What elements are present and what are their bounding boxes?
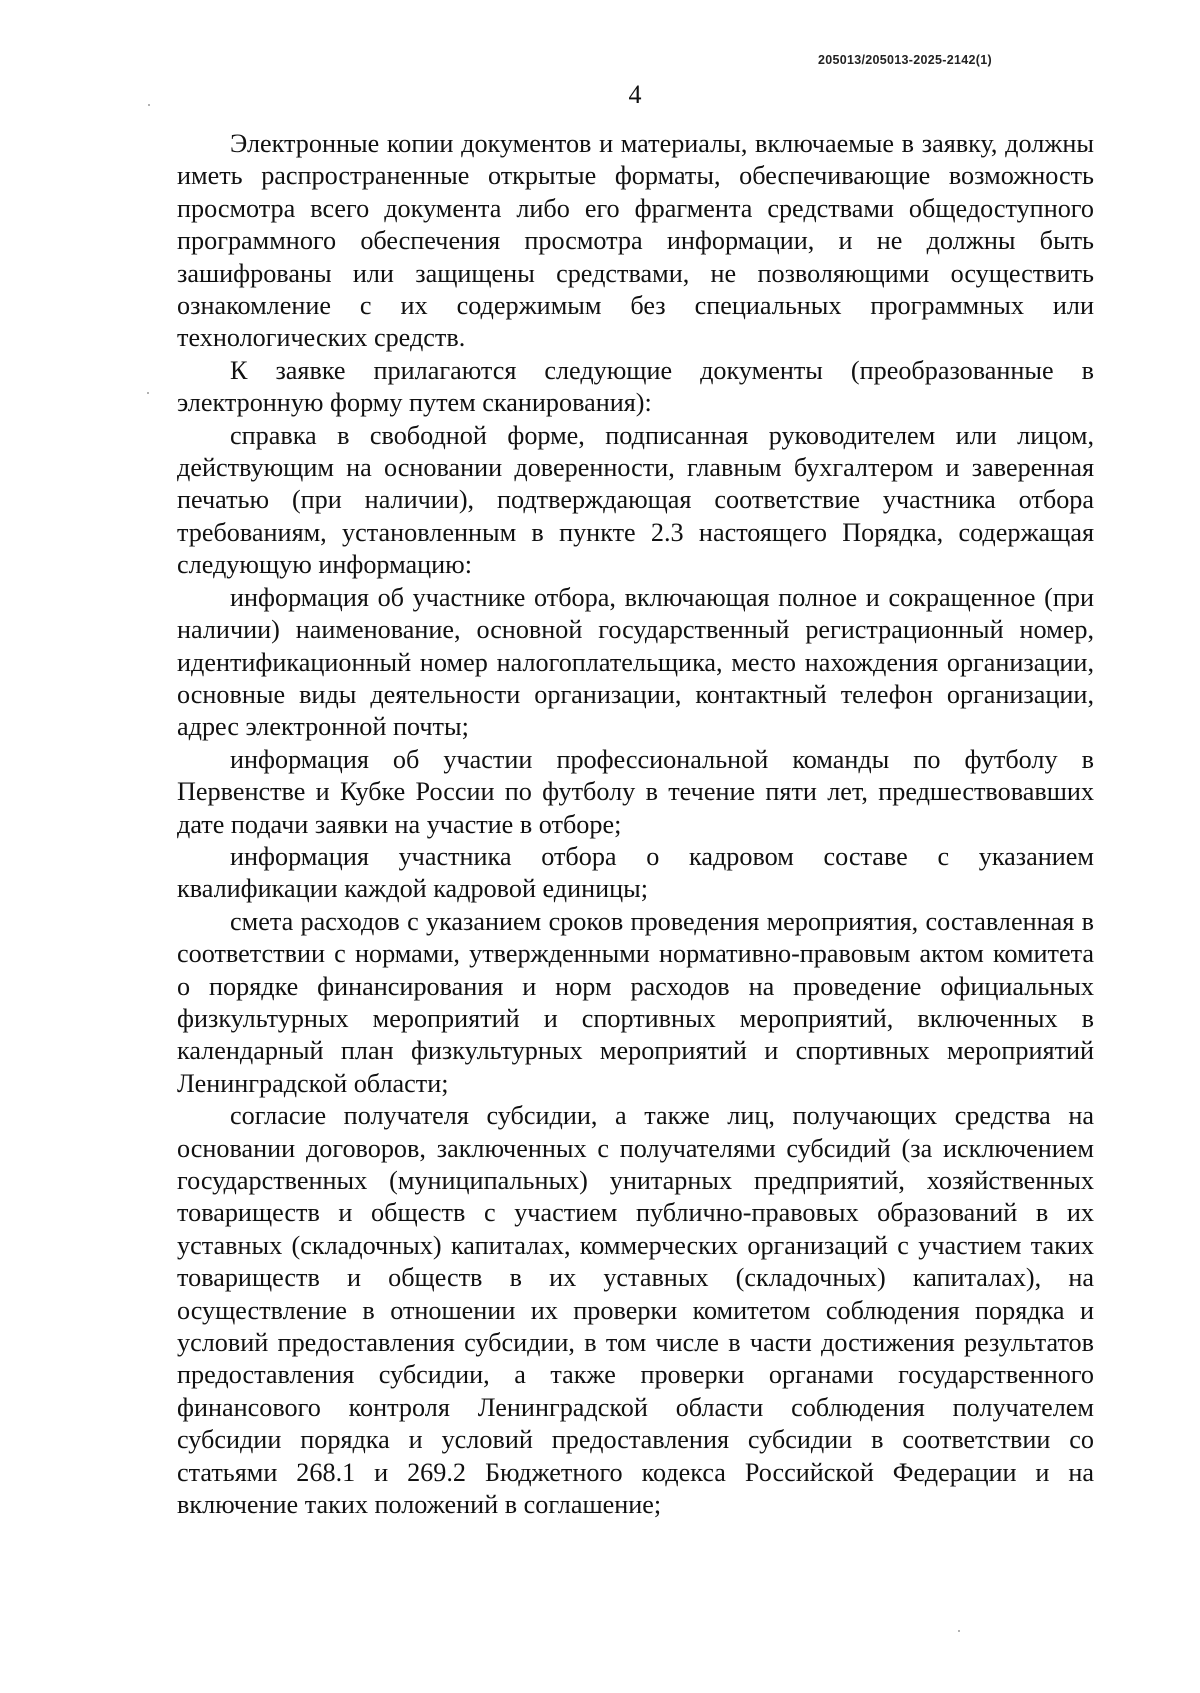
document-registration-id: 205013/205013-2025-2142(1) xyxy=(818,53,992,67)
scan-speck xyxy=(958,1630,960,1632)
paragraph-participant-information: информация об участнике отбора, включающая полное и сокращенное (при наличии) наименование, основной государственный регистрационный номер, идентификационный номер налогоплательщика, место нахождения организации, основные виды деятельности организации, контактный телефон организации, адрес электронной почты; xyxy=(177,582,1094,742)
document-body xyxy=(177,128,1094,1521)
page-number: 4 xyxy=(628,80,642,109)
scan-speck xyxy=(147,392,149,394)
paragraph-attached-documents-intro: К заявке прилагаются следующие документы (преобразованные в электронную форму путем сканирования): xyxy=(177,355,1094,418)
scan-speck xyxy=(148,104,150,106)
paragraph-electronic-copies-formats: Электронные копии документов и материалы, включаемые в заявку, должны иметь распространенные открытые форматы, обеспечивающие возможность просмотра всего документа либо его фрагмента средствами общедоступного программного обеспечения просмотра информации, и не должны быть зашифрованы или защищены средствами, не позволяющими осуществить ознакомление с их содержимым без специальных программных или технологических средств. xyxy=(177,129,1094,353)
paragraph-staff-composition: информация участника отбора о кадровом составе с указанием квалификации каждой кадровой единицы; xyxy=(177,841,1094,904)
paragraph-subsidy-recipient-consent: согласие получателя субсидии, а также лиц, получающих средства на основании договоров, заключенных с получателями субсидий (за исключением государственных (муниципальных) унитарных предприятий, хозяйственных товариществ и обществ с участием публично-правовых образований в их уставных (складочных) капиталах, коммерческих организаций с участием таких товариществ и обществ в их уставных (складочных) капиталах), на осуществление в отношении их проверки комитетом соблюдения порядка и условий предоставления субсидии, в том числе в части достижения результатов предоставления субсидии, а также проверки органами государственного финансового контроля Ленинградской области соблюдения получателем субсидии порядка и условий предоставления субсидии в соответствии со статьями 268.1 и 269.2 Бюджетного кодекса Российской Федерации и на включение таких положений в соглашение; xyxy=(177,1101,1094,1520)
paragraph-expense-estimate: смета расходов с указанием сроков проведения мероприятия, составленная в соответствии с нормами, утвержденными нормативно-правовым актом комитета о порядке финансирования и норм расходов на проведение официальных физкультурных мероприятий и спортивных мероприятий, включенных в календарный план физкультурных мероприятий и спортивных мероприятий Ленинградской области; xyxy=(177,906,1094,1098)
paragraph-free-form-certificate: справка в свободной форме, подписанная руководителем или лицом, действующим на основании доверенности, главным бухгалтером и заверенная печатью (при наличии), подтверждающая соответствие участника отбора требованиям, установленным в пункте 2.3 настоящего Порядка, содержащая следующую информацию: xyxy=(177,420,1094,580)
paragraph-football-team-participation: информация об участии профессиональной команды по футболу в Первенстве и Кубке России по футболу в течение пяти лет, предшествовавших дате подачи заявки на участие в отборе; xyxy=(177,744,1094,839)
